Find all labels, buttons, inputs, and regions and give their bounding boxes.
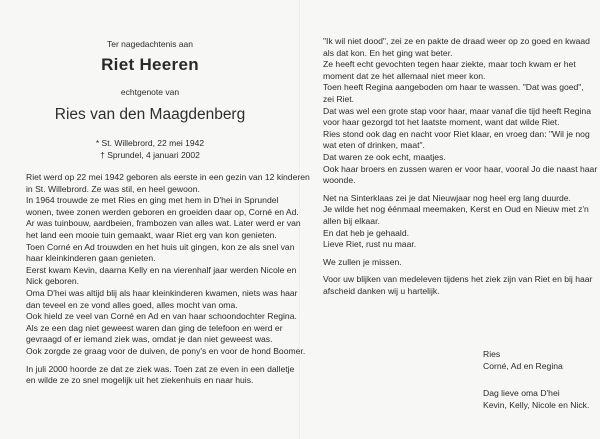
signature-family (483, 349, 563, 372)
text-line: Dat was wel een grote stap voor haar, maar vanaf die tijd heeft Regina (323, 105, 591, 116)
text-line: gevraagd of er iemand ziek was, omdat je dan niet geweest was. (26, 334, 273, 345)
text-line: als dat kon. En het ging wat beter. (323, 47, 453, 58)
text-line: In juli 2000 hoorde ze dat ze ziek was. Toen zat ze even in een dalletje (26, 363, 295, 374)
text-line: Riet werd op 22 mei 1942 geboren als eerste in een gezin van 12 kinderen (26, 172, 310, 182)
text-line: Ook haar broers en zussen waren er voor haar, vooral Jo die naast haar (323, 163, 598, 174)
text-line: Je wilde het nog éénmaal meemaken, Kerst en Oud en Nieuw met z'n (323, 204, 589, 215)
intro-line: Ter nagedachtenis aan (106, 39, 193, 49)
text-line: het land een mooie tuin gemaakt, waar Riet erg van kon genieten. (26, 229, 277, 240)
signature-line: Ries (483, 349, 501, 359)
signature-line: Kevin, Kelly, Nicole en Nick. (483, 399, 590, 410)
text-line: woonde. (323, 175, 356, 186)
text-line: Oma D'hei was altijd blij als haar kleinkinderen kwamen, niets was haar (26, 287, 298, 298)
text-line: Nick geboren. (26, 276, 80, 287)
text-line: Net na Sinterklaas zei je dat Nieuwjaar nog heel erg lang duurde. (323, 192, 571, 203)
text-line: dan teveel en ze vond alles goed, alles mocht van oma. (26, 299, 238, 310)
text-line: Ze heeft echt gevochten tegen haar ziekte, maar toch kwam er het (323, 59, 576, 70)
text-line: Ries stond ook dag en nacht voor Riet klaar, en vroeg dan: "Wil je nog (323, 128, 590, 139)
text-line: Lieve Riet, rust nu maar. (323, 239, 417, 250)
text-line: in St. Willebrord. Ze was stil, en heel gewoon. (26, 183, 200, 194)
text-line: Voor uw blijken van medeleven tijdens het ziek zijn van Riet en bij haar (323, 274, 593, 285)
text-line: Toen Corné en Ad trouwden en het huis uit gingen, kon ze als snel van (26, 241, 295, 252)
text-line: wat eten of drinken, maat". (323, 140, 425, 151)
deceased-name: Riet Heeren (101, 55, 199, 74)
text-line: Ook zorgde ze graag voor de duiven, de pony's en voor de hond Boomer. (26, 345, 306, 356)
signature-grandchildren (483, 388, 589, 411)
text-line: voor haar gezorgd tot het laatste moment, want dat wilde Riet. (323, 117, 560, 128)
signature-line: Dag lieve oma D'hei (483, 388, 560, 398)
text-line: Toen heeft Regina aangeboden om haar te wassen. "Dat was goed", (323, 82, 584, 93)
text-line: En dat heb je gehaald. (323, 227, 410, 238)
text-line: "Ik wil niet dood", zei ze en pakte de draad weer op zo goed en kwaad (323, 36, 590, 46)
text-line: Als ze een dag niet geweest waren dan ging de telefoon en werd er (26, 322, 283, 333)
left-text (26, 172, 310, 387)
text-line: en wilde ze zo snel mogelijk uit het ziekenhuis en naar huis. (26, 375, 254, 386)
text-line: zei Riet. (323, 93, 355, 104)
right-text (323, 36, 597, 297)
text-line: Ar was tuinbouw, aardbeien, frambozen van alles wat. Later werd er van (26, 218, 301, 229)
text-line: In 1964 trouwde ze met Ries en ging met hem in D'hei in Sprundel (26, 195, 279, 206)
death-line: † Sprundel, 4 januari 2002 (100, 150, 200, 160)
text-line: Dat waren ze ook echt, maatjes. (323, 151, 446, 162)
spouse-label: echtgenote van (120, 87, 180, 97)
text-line: moment dat ze het allemaal niet meer kon. (323, 70, 486, 81)
text-line: afscheid danken wij u hartelijk. (323, 285, 440, 296)
text-line: allen bij elkaar. (323, 215, 380, 226)
right-page (301, 0, 600, 439)
text-line: haar kleinkinderen gaan genieten. (26, 253, 156, 264)
birth-line: * St. Willebrord, 22 mei 1942 (95, 138, 205, 148)
text-line: We zullen je missen. (323, 256, 402, 267)
text-line: wonen, twee zonen werden geboren en groeiden daar op, Corné en Ad. (26, 206, 299, 217)
text-line: Eerst kwam Kevin, daarna Kelly en na vierenhalf jaar werden Nicole en (26, 264, 297, 275)
spouse-name: Ries van den Maagdenberg (54, 106, 246, 123)
signature-line: Corné, Ad en Regina (483, 360, 563, 371)
text-line: Ook hield ze veel van Corné en Ad en van haar schoondochter Regina. (26, 311, 297, 322)
